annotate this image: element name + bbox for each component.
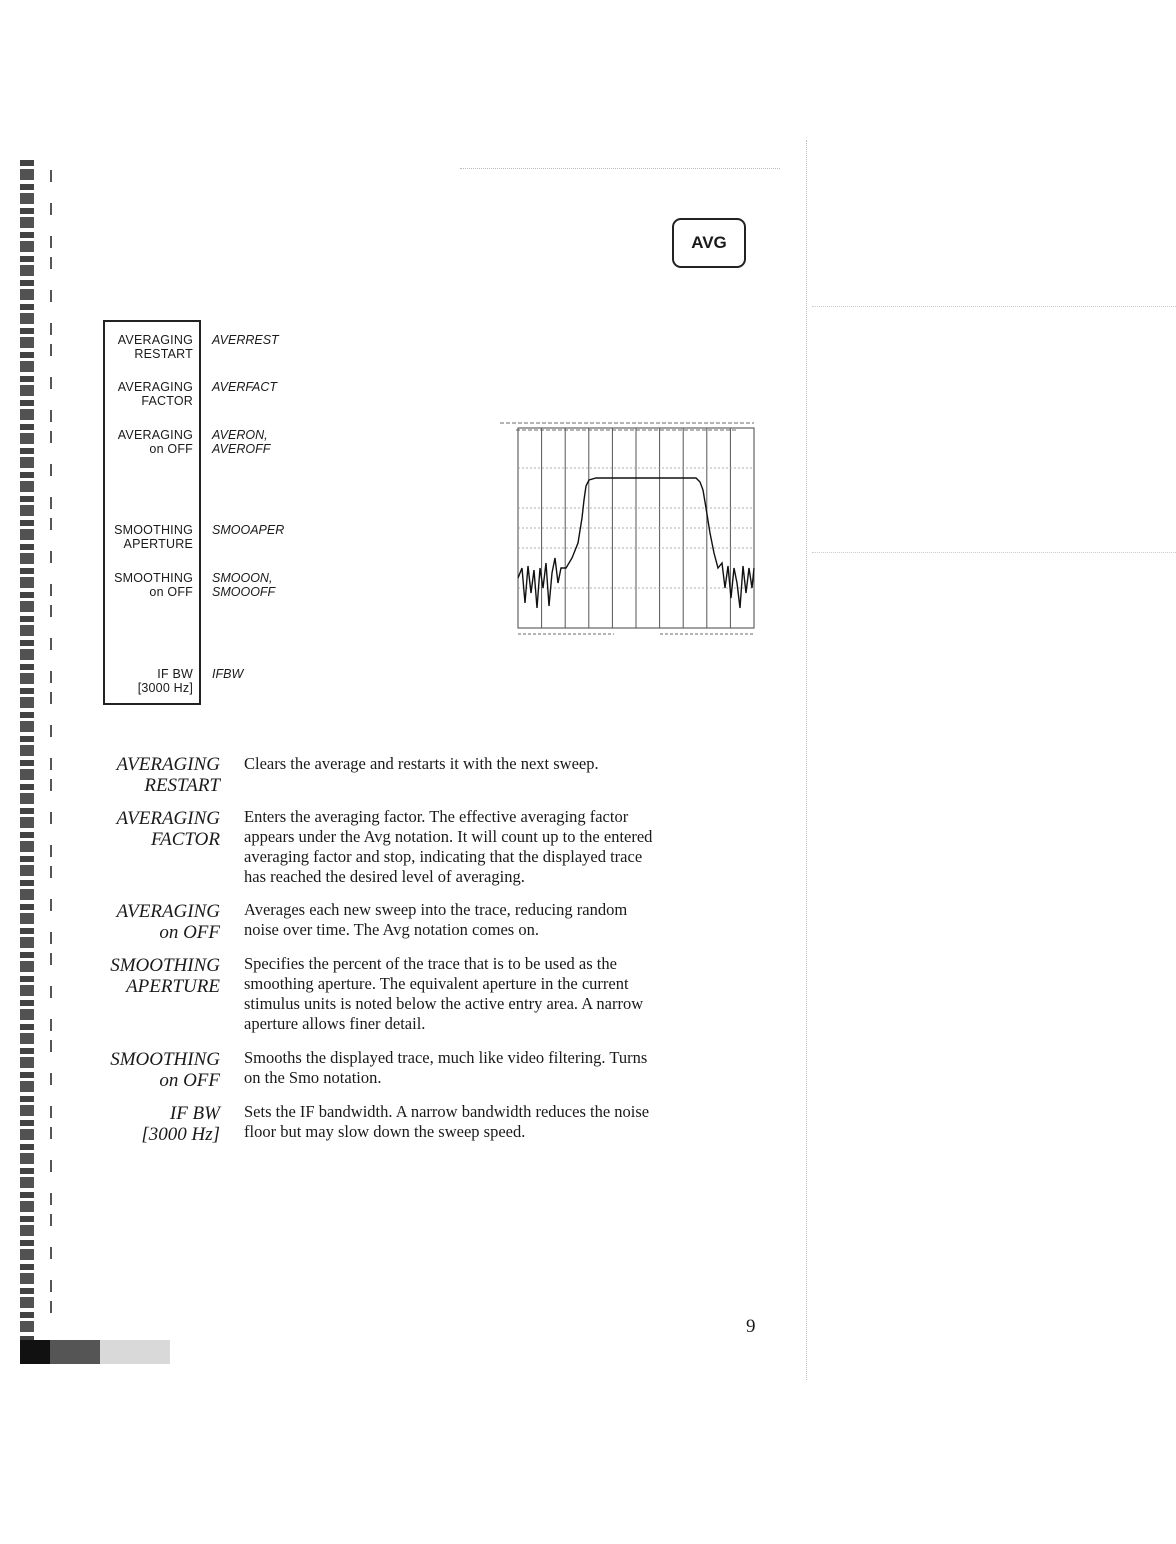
avg-key <box>672 218 746 268</box>
desc-text-smoothing-aperture <box>244 954 724 1034</box>
scan-tick <box>50 431 52 443</box>
mnemonic-line: AVERON, <box>212 428 268 442</box>
scan-tick <box>50 1214 52 1226</box>
scan-tick <box>50 1193 52 1205</box>
softkey-label-line: SMOOTHING <box>114 571 193 585</box>
desc-text-if-bw <box>244 1102 724 1142</box>
scan-tick <box>50 518 52 530</box>
desc-term-line: on OFF <box>159 922 220 943</box>
desc-text-averaging-restart <box>244 754 724 774</box>
desc-text-line: Clears the average and restarts it with the next sweep. <box>244 754 599 773</box>
mnemonic-line: AVERREST <box>212 333 279 347</box>
scan-binding-edge-bottom <box>20 1340 170 1364</box>
scan-tick <box>50 203 52 215</box>
desc-term-line: AVERAGING <box>116 808 220 829</box>
softkey-smoothing-aperture <box>114 523 193 551</box>
desc-term-line: AVERAGING <box>116 754 220 775</box>
scan-tick <box>50 692 52 704</box>
scan-tick <box>50 377 52 389</box>
desc-term-line: [3000 Hz] <box>141 1124 220 1145</box>
mnemonic-averfact <box>212 380 277 394</box>
mnemonic-smooon-smooff <box>212 571 275 599</box>
scan-tick <box>50 1280 52 1292</box>
mnemonic-line: SMOOOFF <box>212 585 276 599</box>
softkey-label-line: AVERAGING <box>117 380 193 394</box>
scan-tick <box>50 866 52 878</box>
desc-text-averaging-on-off <box>244 900 724 940</box>
desc-term-smoothing-aperture <box>100 955 220 997</box>
scan-rule <box>812 306 1176 307</box>
scan-tick <box>50 1019 52 1031</box>
softkey-averaging-restart <box>118 333 193 361</box>
scan-tick <box>50 497 52 509</box>
softkey-averaging-factor <box>118 380 193 408</box>
scan-tick <box>50 638 52 650</box>
desc-term-line: SMOOTHING <box>110 1049 220 1070</box>
desc-text-line: floor but may slow down the sweep speed. <box>244 1122 526 1141</box>
desc-term-line: RESTART <box>144 775 220 796</box>
mnemonic-averon-averoff <box>212 428 270 456</box>
scan-tick <box>50 344 52 356</box>
scan-tick <box>50 464 52 476</box>
softkey-label-line: [3000 Hz] <box>137 681 193 695</box>
scan-rule <box>460 168 780 169</box>
desc-term-averaging-factor <box>100 808 220 850</box>
scan-tick <box>50 236 52 248</box>
softkey-label-line: APERTURE <box>123 537 193 551</box>
scan-rule <box>812 552 1176 553</box>
desc-term-averaging-restart <box>100 754 220 796</box>
desc-text-line: on the Smo notation. <box>244 1068 382 1087</box>
desc-term-if-bw <box>100 1103 220 1145</box>
avg-key-label: AVG <box>691 233 727 252</box>
scan-tick <box>50 812 52 824</box>
scan-tick <box>50 605 52 617</box>
softkey-label-line: AVERAGING <box>117 428 193 442</box>
desc-term-line: AVERAGING <box>116 901 220 922</box>
scan-tick <box>50 584 52 596</box>
softkey-label-line: FACTOR <box>141 394 193 408</box>
scan-tick <box>50 899 52 911</box>
softkey-label-line: RESTART <box>134 347 193 361</box>
softkey-label-line: SMOOTHING <box>114 523 193 537</box>
scan-tick <box>50 1247 52 1259</box>
mnemonic-line: SMOOON, <box>212 571 273 585</box>
softkey-if-bw <box>138 667 193 695</box>
scan-tick <box>50 953 52 965</box>
scan-tick <box>50 551 52 563</box>
analyzer-display-illustration <box>496 418 758 640</box>
desc-text-line: stimulus units is noted below the active entry area. A narrow <box>244 994 644 1013</box>
page-number: 9 <box>746 1316 756 1337</box>
scan-tick <box>50 725 52 737</box>
desc-text-line: Smooths the displayed trace, much like video filtering. Turns <box>244 1048 648 1067</box>
scan-tick <box>50 671 52 683</box>
mnemonic-line: AVEROFF <box>212 442 271 456</box>
desc-term-line: FACTOR <box>151 829 220 850</box>
scan-tick <box>50 779 52 791</box>
softkey-label-line: AVERAGING <box>117 333 193 347</box>
desc-text-line: smoothing aperture. The equivalent aperture in the current <box>244 974 629 993</box>
scan-tick <box>50 1160 52 1172</box>
softkey-averaging-on-off <box>118 428 193 456</box>
softkey-smoothing-on-off <box>114 571 193 599</box>
mnemonic-smooaper <box>212 523 284 537</box>
desc-text-line: appears under the Avg notation. It will count up to the entered <box>244 827 653 846</box>
scan-tick <box>50 932 52 944</box>
scan-tick <box>50 290 52 302</box>
desc-text-line: Averages each new sweep into the trace, reducing random <box>244 900 628 919</box>
scan-tick <box>50 323 52 335</box>
scan-tick <box>50 410 52 422</box>
scan-tick <box>50 170 52 182</box>
desc-text-line: noise over time. The Avg notation comes on. <box>244 920 539 939</box>
desc-text-line: averaging factor and stop, indicating that the displayed trace <box>244 847 643 866</box>
scan-tick <box>50 1106 52 1118</box>
desc-term-averaging-on-off <box>100 901 220 943</box>
scan-tick <box>50 1301 52 1313</box>
mnemonic-averrest <box>212 333 279 347</box>
desc-text-averaging-factor <box>244 807 724 887</box>
desc-text-line: has reached the desired level of averaging. <box>244 867 525 886</box>
desc-term-line: IF BW <box>169 1103 220 1124</box>
softkey-label-line: on OFF <box>149 442 193 456</box>
scan-tick <box>50 257 52 269</box>
desc-term-line: APERTURE <box>126 976 220 997</box>
mnemonic-line: IFBW <box>212 667 244 681</box>
desc-term-smoothing-on-off <box>100 1049 220 1091</box>
mnemonic-line: AVERFACT <box>212 380 278 394</box>
scan-tick <box>50 1127 52 1139</box>
scan-tick-marks <box>44 170 64 1350</box>
softkey-menu <box>103 320 201 705</box>
mnemonic-line: SMOOAPER <box>212 523 285 537</box>
desc-text-line: Specifies the percent of the trace that is to be used as the <box>244 954 617 973</box>
scan-tick <box>50 758 52 770</box>
scan-binding-edge <box>20 160 34 1360</box>
desc-text-line: aperture allows finer detail. <box>244 1014 426 1033</box>
scan-tick <box>50 986 52 998</box>
desc-text-line: Enters the averaging factor. The effective averaging factor <box>244 807 629 826</box>
softkey-label-line: IF BW <box>157 667 193 681</box>
scan-tick <box>50 1073 52 1085</box>
scan-tick <box>50 1040 52 1052</box>
desc-term-line: SMOOTHING <box>110 955 220 976</box>
desc-term-line: on OFF <box>159 1070 220 1091</box>
desc-text-smoothing-on-off <box>244 1048 724 1088</box>
mnemonic-ifbw <box>212 667 243 681</box>
page-fold-line <box>806 140 807 1380</box>
softkey-label-line: on OFF <box>149 585 193 599</box>
scan-tick <box>50 845 52 857</box>
screen-header-marks <box>500 423 754 430</box>
desc-text-line: Sets the IF bandwidth. A narrow bandwidth reduces the noise <box>244 1102 650 1121</box>
